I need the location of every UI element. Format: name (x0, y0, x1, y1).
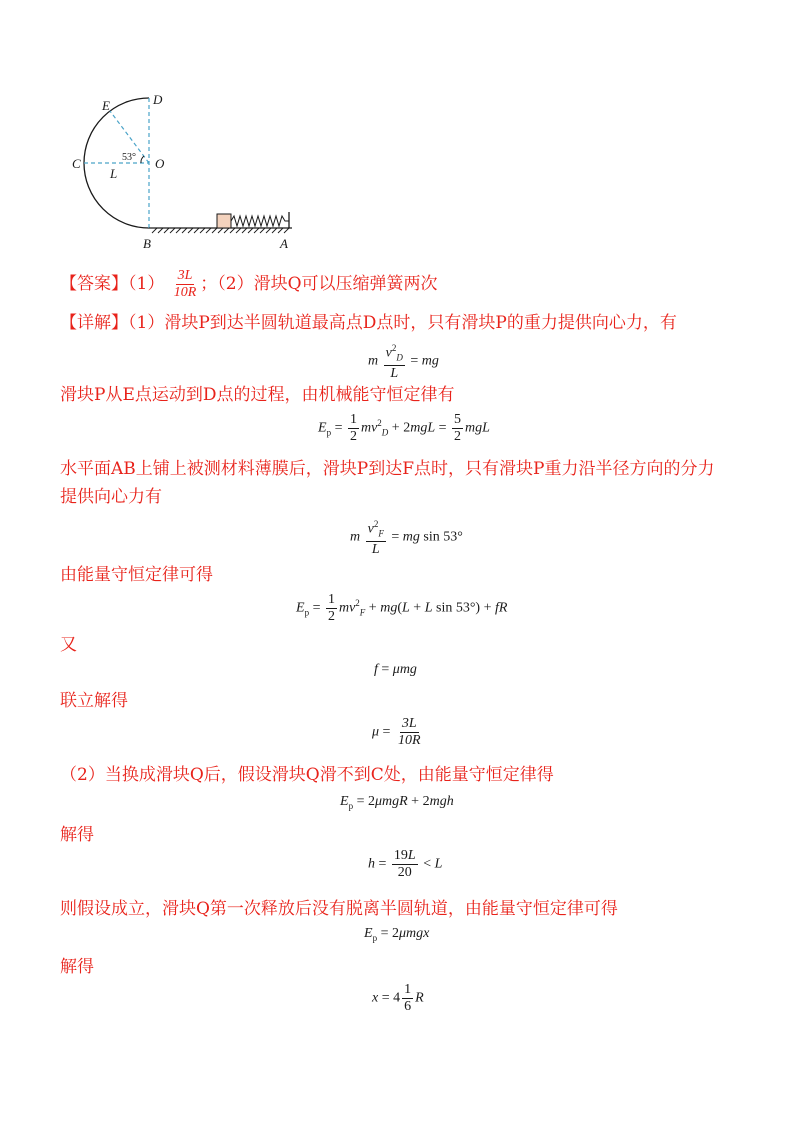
answer-part1-label: （1） (128, 274, 165, 294)
equation-1: m $\frac{v^2_D}{L}$ = mg (368, 340, 439, 382)
detail-line-7: （2）当换成滑块Q后，假设滑块Q滑不到C处，由能量守恒定律得 (60, 765, 554, 785)
angle-arc (141, 156, 144, 163)
detail-line-9: 则假设成立，滑块Q第一次释放后没有脱离半圆轨道，由能量守恒定律可得 (60, 899, 618, 919)
label-o: O (155, 156, 165, 171)
equation-10: x = 4 $\frac{1}{6}$ R (372, 982, 424, 1014)
answer-part1-numerator: 3L (177, 268, 193, 283)
equation-7: $E_p = 2\mu mgR + 2mgh$ (340, 794, 454, 811)
equation-3: m $\frac{v^2_F}{L}$ = mg sin 53° (350, 516, 463, 558)
detail-line-6: 联立解得 (60, 691, 128, 711)
label-d: D (153, 92, 163, 107)
detail-prefix: 【详解】 (60, 313, 128, 333)
label-b: B (143, 236, 151, 251)
label-a: A (280, 236, 288, 251)
answer-prefix: 【答案】 (60, 274, 128, 294)
detail-line-3a: 水平面AB上铺上被测材料薄膜后，滑块P到达F点时，只有滑块P重力沿半径方向的分力 (60, 459, 715, 479)
equation-8: h = $\frac{19L}{20}$ < L (368, 848, 443, 880)
ground-hatching (152, 228, 289, 233)
answer-part1-fraction (172, 268, 199, 301)
label-e: E (102, 98, 110, 113)
equation-9: $E_p = 2\mu mgx$ (364, 926, 430, 943)
detail-line-3b: 提供向心力有 (60, 487, 162, 507)
spring (231, 216, 289, 226)
detail-line-4: 由能量守恒定律可得 (60, 565, 213, 585)
label-angle: 53° (122, 152, 136, 163)
answer-part2: （2）滑块Q可以压缩弹簧两次 (217, 274, 438, 294)
physics-diagram (60, 88, 310, 253)
equation-4: $E_p$ = $\frac{1}{2}$ $mv^2_F + mg(L + L$ sin 53°) + fR (296, 592, 508, 624)
equation-5: f = μmg (374, 662, 417, 677)
answer-part1-denominator: 10R (173, 285, 197, 300)
detail-line-10: 解得 (60, 957, 94, 977)
detail-line-5: 又 (60, 635, 77, 655)
detail-line-1 (60, 312, 677, 334)
detail-text-1: （1）滑块P到达半圆轨道最高点D点时，只有滑块P的重力提供向心力，有 (128, 313, 677, 333)
detail-line-2: 滑块P从E点运动到D点的过程，由机械能守恒定律有 (60, 385, 455, 405)
answer-separator: ； (200, 274, 218, 294)
slider-block (217, 214, 231, 228)
detail-line-8: 解得 (60, 825, 94, 845)
answer-line (60, 268, 438, 301)
label-l: L (110, 166, 118, 181)
label-c: C (72, 156, 81, 171)
equation-6: μ = $\frac{3L}{10R}$ (372, 716, 421, 748)
equation-2: $E_p$ = $\frac{1}{2}$ $mv^2_D + 2mgL$ = $\frac{5}{2}$ mgL (318, 412, 490, 444)
